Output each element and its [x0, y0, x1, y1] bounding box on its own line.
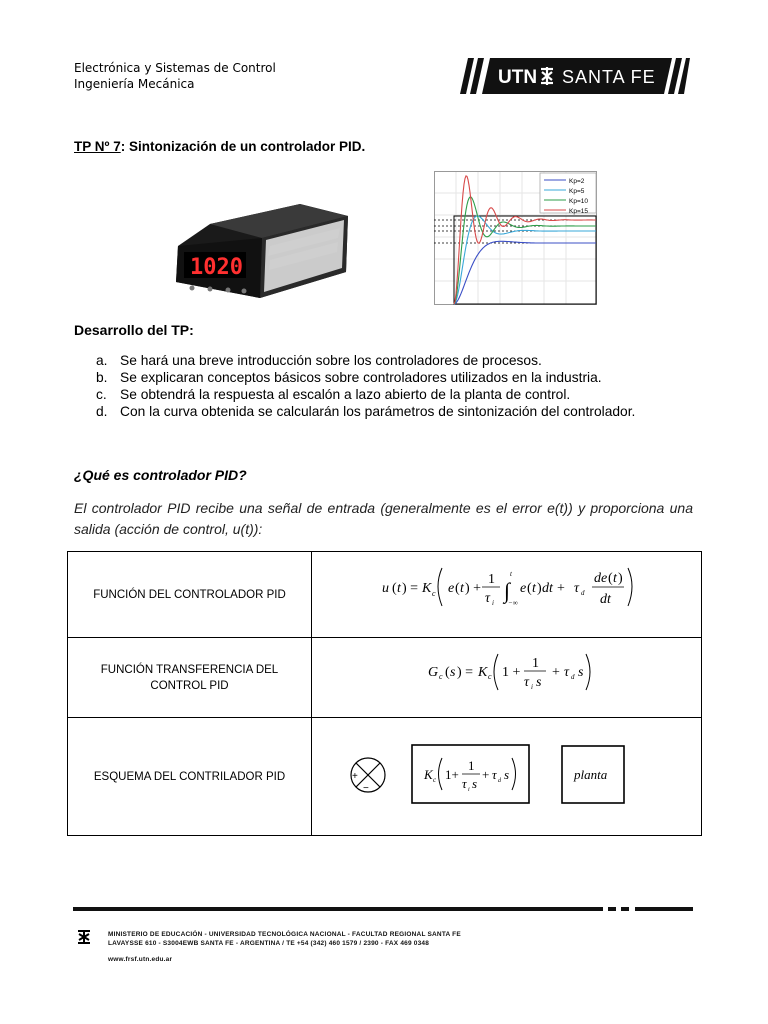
plant-label: planta: [574, 767, 608, 782]
svg-text:+: +: [552, 665, 560, 680]
svg-text:τ: τ: [485, 591, 491, 606]
svg-text:τ: τ: [462, 776, 467, 791]
svg-text:1: 1: [488, 572, 495, 587]
svg-text:τ: τ: [492, 767, 497, 782]
footer-address: [108, 930, 461, 964]
pid-controller-device-image: [170, 202, 355, 304]
svg-text:(: (: [527, 581, 532, 596]
svg-text:(: (: [445, 665, 450, 680]
development-list: [74, 352, 684, 420]
row-label-function: FUNCIÓN DEL CONTROLADOR PID: [68, 552, 312, 637]
svg-text:G: G: [428, 665, 439, 680]
svg-text:i: i: [492, 599, 494, 607]
row-label-scheme: ESQUEMA DEL CONTRILADOR PID: [68, 718, 312, 835]
svg-text:): ): [618, 571, 623, 586]
pid-question-heading: ¿Qué es controlador PID?: [74, 467, 247, 483]
pid-block-diagram: [312, 718, 701, 835]
svg-text:(: (: [608, 571, 613, 586]
svg-text:c: c: [488, 672, 492, 681]
svg-text:t: t: [460, 581, 464, 596]
pid-table: [67, 551, 702, 836]
footer-line-1: MINISTERIO DE EDUCACIÓN - UNIVERSIDAD TECNOLÓGICA NACIONAL - FACULTAD REGIONAL SANTA FE: [108, 931, 461, 938]
development-heading: Desarrollo del TP:: [74, 322, 194, 338]
svg-text:∫: ∫: [504, 578, 511, 603]
svg-text:): ): [537, 581, 542, 596]
legend-label: Kp=15: [569, 208, 588, 215]
device-display-value: 1020: [190, 255, 243, 280]
svg-text:c: c: [432, 589, 436, 598]
svg-text:t: t: [532, 581, 536, 596]
utn-logo: [460, 58, 690, 94]
svg-text:K: K: [424, 767, 433, 782]
svg-text:+: +: [482, 767, 490, 782]
career-name: Ingeniería Mecánica: [74, 77, 195, 91]
list-item-text: Con la curva obtenida se calcularán los parámetros de sintonización del controlador.: [120, 404, 636, 419]
svg-text:) +: ) +: [465, 581, 482, 596]
svg-text:1: 1: [468, 758, 475, 773]
svg-text:t: t: [613, 571, 617, 586]
svg-text:1: 1: [532, 656, 539, 671]
svg-text:K: K: [478, 665, 488, 680]
svg-text:s: s: [504, 767, 510, 782]
svg-text:(: (: [392, 581, 397, 596]
course-name: Electrónica y Sistemas de Control: [74, 61, 276, 75]
list-item: [74, 386, 684, 403]
svg-text:d: d: [581, 589, 585, 597]
svg-text:de: de: [594, 571, 608, 586]
svg-text:s: s: [578, 665, 584, 680]
logo-santafe-text: SANTA FE: [562, 67, 656, 87]
svg-text:i: i: [531, 683, 533, 691]
footer-divider: [73, 898, 693, 902]
svg-text:) =: ) =: [402, 581, 419, 596]
list-item-text: Se obtendrá la respuesta al escalón a lazo abierto de la planta de control.: [120, 387, 571, 402]
svg-text:e: e: [448, 581, 455, 596]
svg-text:τ: τ: [564, 665, 570, 680]
svg-text:s: s: [450, 665, 456, 680]
svg-text:d: d: [498, 778, 501, 784]
svg-text:i: i: [468, 787, 470, 793]
table-row: [68, 717, 701, 835]
svg-text:(: (: [455, 581, 460, 596]
svg-text:τ: τ: [574, 581, 580, 596]
list-item: [74, 369, 684, 386]
list-item-marker: a.: [96, 353, 108, 368]
list-item-marker: d.: [96, 404, 108, 419]
tp-number: TP Nº 7: [74, 139, 121, 154]
svg-text:+: +: [557, 581, 565, 596]
tp-title: : Sintonización de un controlador PID.: [120, 139, 366, 154]
list-item-marker: b.: [96, 370, 108, 385]
svg-text:K: K: [422, 581, 432, 596]
svg-text:dt: dt: [542, 581, 553, 596]
table-row: [68, 552, 701, 637]
svg-text:1 +: 1 +: [502, 665, 521, 680]
svg-text:u: u: [382, 581, 389, 596]
legend-label: Kp=2: [569, 178, 585, 185]
table-row: [68, 637, 701, 717]
svg-text:1+: 1+: [445, 767, 459, 782]
svg-text:t: t: [397, 581, 401, 596]
list-item: [74, 403, 684, 420]
logo-utn-text: UTN: [498, 67, 538, 88]
footer-website: www.frsf.utn.edu.ar: [108, 956, 173, 963]
svg-text:s: s: [472, 776, 478, 791]
svg-text:s: s: [536, 675, 542, 690]
svg-text:t: t: [510, 570, 512, 578]
utn-footer-emblem-icon: [76, 929, 92, 945]
legend-label: Kp=5: [569, 188, 585, 195]
chart-legend: [540, 173, 596, 213]
svg-text:d: d: [571, 673, 575, 681]
list-item-text: Se explicaran conceptos básicos sobre controladores utilizados en la industria.: [120, 370, 602, 385]
svg-text:c: c: [439, 672, 443, 681]
row-label-transfer: FUNCIÓN TRANSFERENCIA DEL CONTROL PID: [68, 638, 312, 717]
pid-function-formula: [312, 552, 701, 637]
svg-text:−∞: −∞: [508, 599, 518, 607]
course-header: [74, 60, 276, 92]
svg-text:dt: dt: [600, 592, 611, 607]
svg-text:+: +: [352, 771, 358, 782]
step-response-chart: [434, 171, 597, 305]
svg-text:e: e: [520, 581, 527, 596]
svg-text:c: c: [433, 776, 437, 784]
page-title: [74, 139, 365, 154]
legend-label: Kp=10: [569, 198, 588, 205]
pid-intro-paragraph: El controlador PID recibe una señal de entrada (generalmente es el error e(t)) y proporciona una salida (acción de control, u(t)):: [74, 500, 693, 537]
footer-line-2: LAVAYSSE 610 - S3004EWB SANTA FE - ARGENTINA / TE +54 (342) 460 1579 / 2390 - FAX 469 0348: [108, 940, 430, 947]
svg-text:τ: τ: [524, 675, 530, 690]
pid-transfer-formula: [312, 638, 701, 717]
svg-text:) =: ) =: [457, 665, 474, 680]
list-item-marker: c.: [96, 387, 107, 402]
svg-text:−: −: [363, 783, 369, 794]
list-item: [74, 352, 684, 369]
list-item-text: Se hará una breve introducción sobre los controladores de procesos.: [120, 353, 542, 368]
